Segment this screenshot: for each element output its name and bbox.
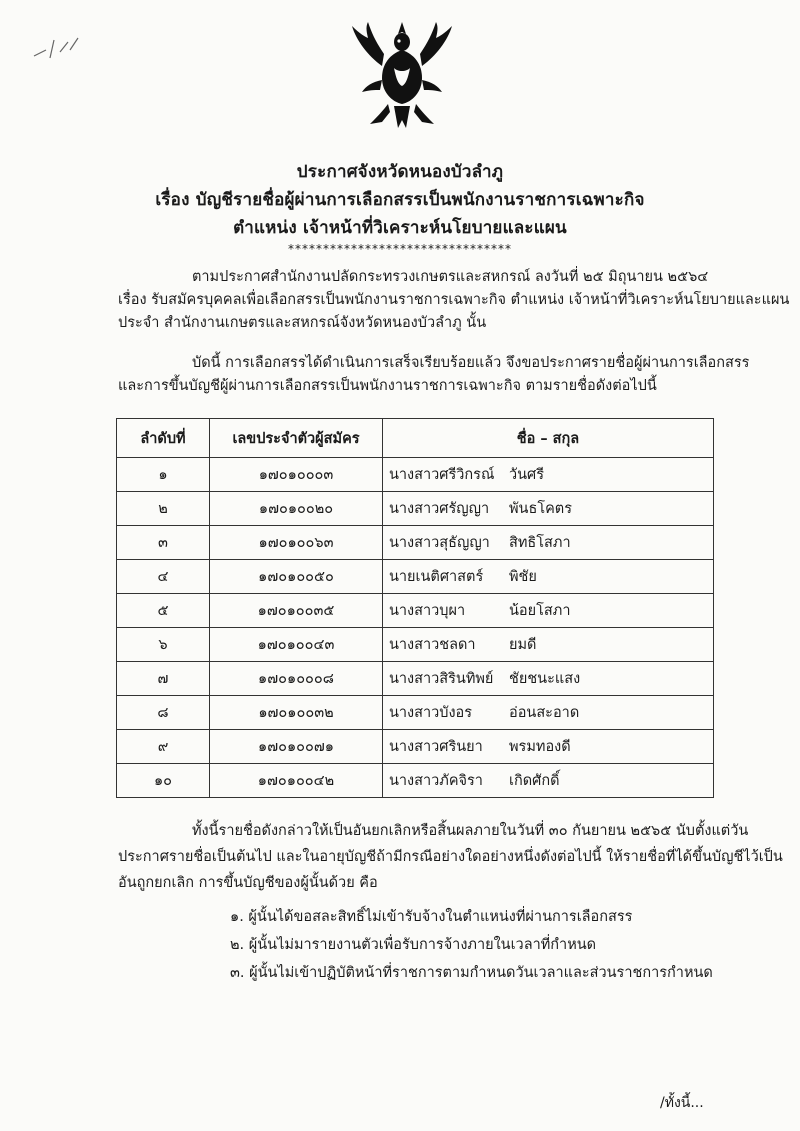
applicant-id: ๑๗๐๑๐๐๒๐	[210, 492, 383, 526]
family-name: ยมดี	[509, 637, 537, 653]
row-number: ๑	[117, 458, 210, 492]
announcement-position: ตำแหน่ง เจ้าหน้าที่วิเคราะห์นโยบายและแผน	[233, 218, 567, 238]
full-name	[383, 764, 714, 798]
validity-line-3: อันถูกยกเลิก การขึ้นบัญชีของผู้นั้นด้วย คือ	[118, 875, 378, 891]
intro-line-1: ตามประกาศสำนักงานปลัดกระทรวงเกษตรและสหกรณ์ ลงวันที่ ๒๕ มิถุนายน ๒๕๖๔	[192, 269, 709, 285]
applicant-id: ๑๗๐๑๐๐๕๐	[210, 560, 383, 594]
table-row	[117, 526, 714, 560]
table-row	[117, 458, 714, 492]
table-row	[117, 628, 714, 662]
family-name: อ่อนสะอาด	[509, 705, 580, 721]
announcement-subject: เรื่อง บัญชีรายชื่อผู้ผ่านการเลือกสรรเป็นพนักงานราชการเฉพาะกิจ	[155, 190, 645, 210]
table-row	[117, 662, 714, 696]
family-name: พรมทองดี	[509, 739, 571, 755]
applicant-id: ๑๗๐๑๐๐๓๒	[210, 696, 383, 730]
applicant-id: ๑๗๐๑๐๐๐๘	[210, 662, 383, 696]
given-name: นางสาวบังอร	[389, 705, 473, 721]
row-number: ๓	[117, 526, 210, 560]
given-name: นางสาวภัคจิรา	[389, 773, 483, 789]
row-number: ๔	[117, 560, 210, 594]
announce-line-1: บัดนี้ การเลือกสรรได้ดำเนินการเสร็จเรียบร้อยแล้ว จึงขอประกาศรายชื่อผู้ผ่านการเลือกสรร	[192, 355, 750, 371]
given-name: นางสาวสุธัญญา	[389, 535, 490, 551]
condition-item: ๑. ผู้นั้นได้ขอสละสิทธิ์ไม่เข้ารับจ้างในตำแหน่งที่ผ่านการเลือกสรร	[230, 909, 633, 925]
row-number: ๘	[117, 696, 210, 730]
validity-line-1: ทั้งนี้รายชื่อดังกล่าวให้เป็นอันยกเลิกหรือสิ้นผลภายในวันที่ ๓๐ กันยายน ๒๕๖๕ นับตั้งแต่วัน	[192, 823, 749, 839]
garuda-emblem	[342, 20, 462, 132]
column-header-applicant-id: เลขประจำตัวผู้สมัคร	[210, 419, 383, 458]
family-name: พิชัย	[509, 569, 537, 585]
given-name: นางสาวบุผา	[389, 603, 466, 619]
intro-line-3: ประจำ สำนักงานเกษตรและสหกรณ์จังหวัดหนองบัวลำภู นั้น	[118, 315, 487, 331]
intro-line-2: เรื่อง รับสมัครบุคคลเพื่อเลือกสรรเป็นพนักงานราชการเฉพาะกิจ ตำแหน่ง เจ้าหน้าที่วิเคราะห์นโยบายและแผน	[118, 292, 790, 308]
handwritten-mark	[30, 30, 90, 70]
table-row	[117, 696, 714, 730]
passed-candidates-table	[116, 418, 714, 798]
table-row	[117, 594, 714, 628]
continuation-marker: /ทั้งนี้...	[660, 1095, 704, 1111]
applicant-id: ๑๗๐๑๐๐๔๓	[210, 628, 383, 662]
table-header-row	[117, 419, 714, 458]
family-name: ชัยชนะแสง	[509, 671, 581, 687]
row-number: ๖	[117, 628, 210, 662]
validity-line-2: ประกาศรายชื่อเป็นต้นไป และในอายุบัญชีถ้ามีกรณีอย่างใดอย่างหนึ่งดังต่อไปนี้ ให้รายชื่อที่ได้ขึ้นบัญชีไว้เป็น	[118, 849, 783, 865]
given-name: นางสาวศรีวิกรณ์	[389, 467, 495, 483]
separator: ********************************	[288, 242, 512, 256]
table-row	[117, 560, 714, 594]
family-name: เกิดศักดิ์	[509, 773, 560, 789]
full-name	[383, 662, 714, 696]
full-name	[383, 458, 714, 492]
full-name	[383, 492, 714, 526]
row-number: ๕	[117, 594, 210, 628]
full-name	[383, 730, 714, 764]
full-name	[383, 594, 714, 628]
applicant-id: ๑๗๐๑๐๐๐๓	[210, 458, 383, 492]
full-name	[383, 696, 714, 730]
row-number: ๗	[117, 662, 210, 696]
table-row	[117, 730, 714, 764]
given-name: นายเนติศาสตร์	[389, 569, 484, 585]
family-name: วันศรี	[509, 467, 545, 483]
announce-line-2: และการขึ้นบัญชีผู้ผ่านการเลือกสรรเป็นพนักงานราชการเฉพาะกิจ ตามรายชื่อดังต่อไปนี้	[118, 378, 657, 394]
family-name: สิทธิโสภา	[509, 535, 571, 551]
given-name: นางสาวศรัญญา	[389, 501, 490, 517]
announcement-title: ประกาศจังหวัดหนองบัวลำภู	[296, 162, 504, 182]
row-number: ๙	[117, 730, 210, 764]
column-header-order: ลำดับที่	[117, 419, 210, 458]
table-row	[117, 492, 714, 526]
applicant-id: ๑๗๐๑๐๐๓๕	[210, 594, 383, 628]
family-name: พันธโคตร	[509, 501, 573, 517]
full-name	[383, 560, 714, 594]
column-header-full-name: ชื่อ – สกุล	[383, 419, 714, 458]
given-name: นางสาวศรินยา	[389, 739, 483, 755]
full-name	[383, 526, 714, 560]
row-number: ๑๐	[117, 764, 210, 798]
applicant-id: ๑๗๐๑๐๐๔๒	[210, 764, 383, 798]
row-number: ๒	[117, 492, 210, 526]
given-name: นางสาวสิรินทิพย์	[389, 671, 494, 687]
full-name	[383, 628, 714, 662]
condition-item: ๒. ผู้นั้นไม่มารายงานตัวเพื่อรับการจ้างภายในเวลาที่กำหนด	[230, 937, 597, 953]
condition-item: ๓. ผู้นั้นไม่เข้าปฏิบัติหน้าที่ราชการตามกำหนดวันเวลาและส่วนราชการกำหนด	[230, 965, 713, 981]
given-name: นางสาวชลดา	[389, 637, 476, 653]
table-row	[117, 764, 714, 798]
applicant-id: ๑๗๐๑๐๐๗๑	[210, 730, 383, 764]
applicant-id: ๑๗๐๑๐๐๖๓	[210, 526, 383, 560]
family-name: น้อยโสภา	[509, 603, 571, 619]
